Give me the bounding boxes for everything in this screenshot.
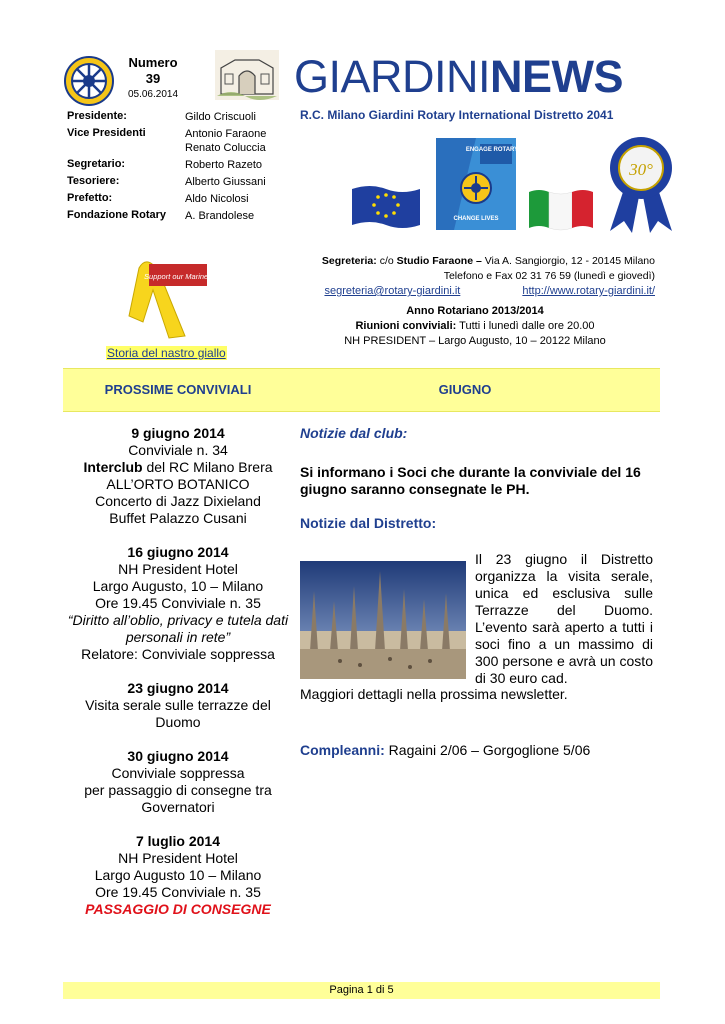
event-topic: “Diritto all’oblio, privacy e tutela dati personali in rete” — [67, 612, 289, 645]
event-item — [63, 544, 293, 663]
event-line: Conviviale soppressa — [111, 765, 245, 781]
officer-name: Antonio Faraone — [185, 128, 267, 140]
event-date: 9 giugno 2014 — [131, 425, 225, 441]
duomo-terraces-photo — [300, 561, 466, 679]
masthead-bold: NEWS — [490, 51, 624, 102]
officer-row — [67, 158, 287, 172]
event-line: Largo Augusto 10 – Milano — [94, 867, 262, 883]
masthead-subtitle: R.C. Milano Giardini Rotary International Distretto 2041 — [300, 108, 614, 122]
event-date: 16 giugno 2014 — [127, 544, 229, 560]
issue-label: Numero — [128, 55, 178, 70]
event-item — [63, 748, 293, 816]
officer-role: Prefetto: — [67, 192, 113, 204]
page-footer: Pagina 1 di 5 — [63, 982, 660, 999]
officers-list — [67, 110, 287, 226]
handover-highlight: PASSAGGIO DI CONSEGNE — [85, 901, 271, 917]
issue-number: 39 — [145, 71, 161, 86]
officer-name: Gildo Criscuoli — [185, 111, 256, 123]
club-news-heading: Notizie dal club: — [300, 425, 408, 441]
event-line: Visita serale sulle terrazze del Duomo — [85, 697, 271, 730]
italy-flag-image — [527, 186, 595, 232]
event-line: Relatore: Conviviale soppressa — [81, 646, 275, 662]
meetings-label: Riunioni conviviali: — [355, 320, 457, 332]
officer-role: Segretario: — [67, 158, 126, 170]
anniversary-rosette-image — [600, 135, 682, 235]
rotary-year: Anno Rotariano 2013/2014 — [406, 305, 544, 317]
event-item — [63, 833, 293, 918]
birthdays-label: Compleanni: — [300, 742, 385, 758]
officer-row — [67, 175, 287, 189]
upcoming-meetings-heading: PROSSIME CONVIVIALI — [104, 382, 252, 397]
studio-name: Studio Faraone – — [396, 255, 482, 267]
district-more-details: Maggiori dettagli nella prossima newsletter. — [300, 686, 568, 702]
rotary-year-block — [290, 304, 660, 349]
events-column — [63, 425, 293, 935]
ribbon-story-link[interactable]: Storia del nastro giallo — [107, 346, 226, 360]
officer-name: Alberto Giussani — [185, 176, 266, 188]
interclub-label: Interclub — [83, 459, 143, 475]
event-line: Ore 19.45 Conviviale n. 35 — [95, 595, 261, 611]
rotary-wheel-logo — [63, 55, 115, 107]
officer-name: Renato Coluccia — [185, 142, 266, 154]
event-line: ALL’ORTO BOTANICO — [106, 476, 250, 492]
event-date: 30 giugno 2014 — [127, 748, 229, 764]
email-link[interactable]: segreteria@rotary-giardini.it — [324, 285, 461, 297]
birthdays-value: Ragaini 2/06 – Gorgoglione 5/06 — [388, 742, 591, 758]
officer-role: Vice Presidenti — [67, 127, 146, 139]
district-news-heading: Notizie dal Distretto: — [300, 515, 437, 531]
officer-row — [67, 127, 287, 155]
anniversary-text: 30° — [629, 160, 653, 179]
studio-address: Via A. Sangiorgio, 12 - 20145 Milano — [484, 255, 655, 267]
event-line: del RC Milano Brera — [142, 459, 273, 475]
engage-rotary-logo — [436, 138, 516, 230]
segreteria-label: Segreteria: — [321, 255, 377, 267]
masthead-title — [294, 52, 623, 102]
month-heading: GIUGNO — [438, 382, 492, 397]
masthead-light: GIARDINI — [294, 51, 491, 102]
segreteria-prefix: c/o — [379, 255, 394, 267]
officer-name: Roberto Razeto — [185, 159, 263, 171]
event-line: Conviviale n. 34 — [128, 442, 228, 458]
event-line: NH President Hotel — [118, 850, 238, 866]
district-event-text: Il 23 giugno il Distretto organizza la visita serale, unica ed esclusiva sulle Terrazze del Duomo. L’evento sarà aperto a tutti i soci fino a un massimo di 300 persone e avrà un costo di 30 euro cad. — [475, 551, 653, 686]
officer-role: Tesoriere: — [67, 175, 120, 187]
website-link[interactable]: http://www.rotary-giardini.it/ — [522, 285, 655, 297]
engage-bottom-text: CHANGE LIVES — [453, 216, 499, 222]
villa-sketch-image — [215, 50, 279, 100]
event-date: 23 giugno 2014 — [127, 680, 229, 696]
event-line: Buffet Palazzo Cusani — [109, 510, 247, 526]
officer-row — [67, 192, 287, 206]
segreteria-line — [270, 254, 655, 269]
phone-line: Telefono e Fax 02 31 76 59 (lunedì e giovedì) — [443, 270, 655, 282]
ribbon-text: Support our Marines — [144, 272, 212, 281]
event-item — [63, 425, 293, 527]
event-line: Concerto di Jazz Dixieland — [95, 493, 261, 509]
issue-info — [118, 55, 188, 100]
birthdays-line — [300, 742, 655, 759]
issue-date: 05.06.2014 — [127, 89, 179, 100]
officer-row — [67, 209, 287, 223]
event-line: Ore 19.45 Conviviale n. 35 — [95, 884, 261, 900]
meetings-value: Tutti i lunedì dalle ore 20.00 — [459, 320, 595, 332]
event-line: per passaggio di consegne tra Governatori — [84, 782, 272, 815]
officer-name: Aldo Nicolosi — [185, 193, 249, 205]
yellow-ribbon-image — [107, 250, 217, 342]
club-notice: Si informano i Soci che durante la conviviale del 16 giugno saranno consegnate le PH. — [300, 464, 641, 497]
officer-role: Presidente: — [67, 110, 127, 122]
officer-row — [67, 110, 287, 124]
event-line: NH President Hotel — [118, 561, 238, 577]
event-item — [63, 680, 293, 731]
venue-line: NH PRESIDENT – Largo Augusto, 10 – 20122 Milano — [344, 335, 606, 347]
eu-flag-image — [350, 183, 422, 231]
event-line: Largo Augusto, 10 – Milano — [92, 578, 264, 594]
officer-name: A. Brandolese — [185, 210, 255, 222]
contact-block — [270, 254, 655, 299]
engage-top-text: ENGAGE ROTARY — [465, 147, 516, 153]
officer-role: Fondazione Rotary — [67, 209, 167, 221]
event-date: 7 luglio 2014 — [135, 833, 221, 849]
news-column — [300, 425, 655, 758]
